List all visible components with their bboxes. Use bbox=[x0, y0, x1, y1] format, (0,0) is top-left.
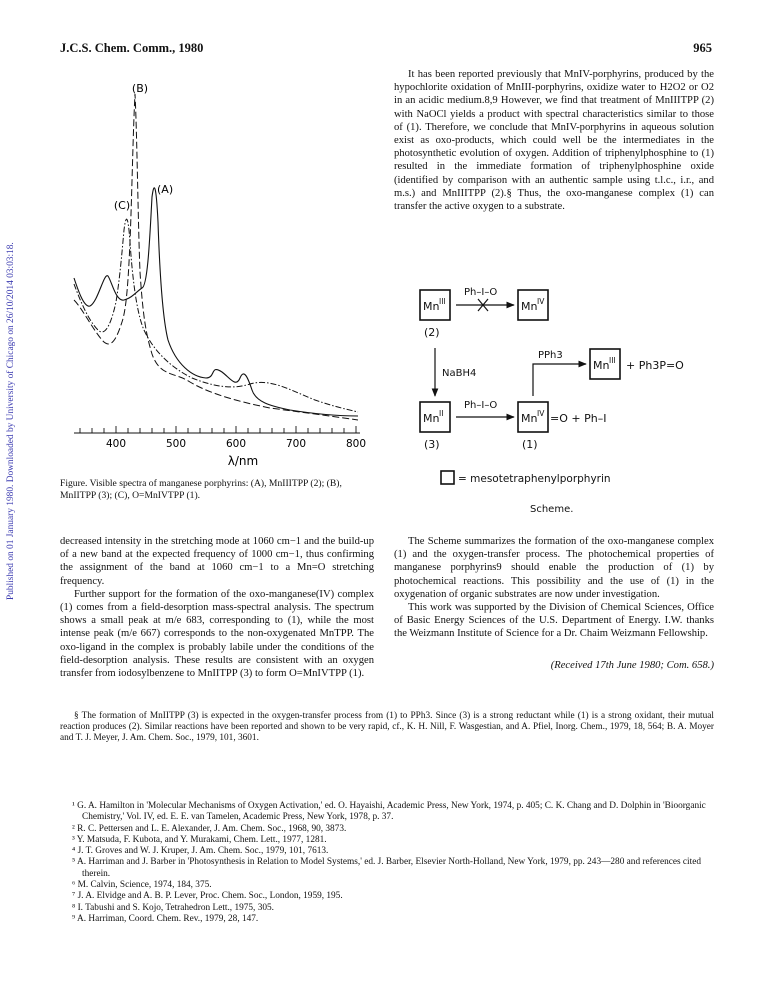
ph3po-product: + Ph3P=O bbox=[626, 359, 684, 372]
mn4-top-label: Mn bbox=[521, 300, 538, 313]
footnote: § The formation of MnIITPP (3) is expected in the oxygen-transfer process from (1) to PPh3. Since (3) is a strong reductant while (1) is a strong oxidant, their mutual reaction produces (2). Similar reactions have been reported and shown to be very rapid, cf., K. H. Nill, F. Wasgestian, and A. Pfiel, Inorg. Chem., 1979, 18, 564; B. A. Moyer and T. J. Meyer, J. Am. Chem. Soc., 1979, 101, 3601. bbox=[60, 711, 714, 744]
curve-label-a: (A) bbox=[157, 183, 174, 196]
mn4-bottom-oxidation: IV bbox=[537, 409, 545, 418]
journal-header: J.C.S. Chem. Comm., 1980 bbox=[60, 41, 204, 55]
reference-7: ⁷ J. A. Elvidge and A. B. P. Lever, Proc. Chem. Soc., London, 1959, 195. bbox=[72, 891, 343, 902]
paragraph-mass-spectra: Further support for the formation of the oxo-manganese(IV) complex (1) comes from a field-desorption mass-spectral analysis. The spectrum shows a small peak at m/e 683, corresponding to (1), while the most intense peak (m/e 667) corresponds to the non-oxygenated MnTPP. The oxo-ligand in the complex is probably labile under the conditions of the field-desorption analysis. These results are consistent with an oxygen transfer from iodosylbenzene to MnIITPP (3) to form O=MnIVTPP (1). bbox=[60, 588, 374, 680]
right-column-text bbox=[394, 535, 714, 641]
reference-8: ⁸ I. Tabushi and S. Kojo, Tetrahedron Lett., 1975, 305. bbox=[72, 902, 274, 913]
arrow-pph3 bbox=[533, 364, 586, 396]
mn4-top-oxidation: IV bbox=[537, 297, 545, 306]
page-number: 965 bbox=[693, 41, 712, 55]
pph3-label: PPh3 bbox=[538, 350, 563, 361]
paragraph-acknowledgement: This work was supported by the Division of Chemical Sciences, Office of Basic Energy Sciences of the U.S. Department of Energy. I.W. thanks the Weizmann Institute of Science for a Dr. Chaim Weizmann Fellowship. bbox=[394, 602, 714, 640]
tick-800: 800 bbox=[345, 438, 367, 450]
paragraph-scheme-summary: The Scheme summarizes the formation of the oxo-manganese complex (1) and the oxygen-transfer process. The photochemical properties of manganese porphyrins9 should enable the production of (1) by photochemical reactions. This possibility and the use of (1) in the oxygenation of organic substrates are now under investigation. bbox=[394, 536, 714, 600]
received-date: (Received 17th June 1980; Com. 658.) bbox=[550, 660, 714, 671]
curve-label-c: (C) bbox=[113, 199, 131, 212]
left-column-text bbox=[60, 535, 374, 680]
paragraph-stretching: decreased intensity in the stretching mode at 1060 cm−1 and the build-up of a new band at the expected frequency of 1000 cm−1, thus confirming the assignment of the band at 1060 cm−1 to a Mn=O stretching frequency. bbox=[60, 536, 374, 587]
reference-9: ⁹ A. Harriman, Coord. Chem. Rev., 1979, 28, 147. bbox=[72, 913, 259, 924]
mn2-label: Mn bbox=[423, 412, 440, 425]
curve-label-b: (B) bbox=[131, 82, 149, 95]
paragraph-mn4-porphyrins: It has been reported previously that MnIV-porphyrins, produced by the hypochlorite oxidation of MnIII-porphyrins, oxidize water to H2O2 or O2 in an acidic medium.8,9 However, we find that treatment of MnIIITPP (2) with NaOCl yields a product with spectral characteristics similar to those of (1). Therefore, we conclude that MnIV-porphyrins in aqueous solution exist as oxo-products, which could well be the intermediates in the photosynthetic evolution of oxygen. Addition of triphenylphosphine to (1) resulted in the immediate formation of triphenylphosphine oxide (identified by comparison with an authentic sample using t.l.c., i.r., and m.s.) and MnIIITPP (2).§ Thus, the oxo-manganese complex (1) can transfer the active oxygen to a substrate. bbox=[394, 69, 714, 213]
reagent-bottom: Ph–I–O bbox=[464, 400, 498, 411]
mn3-right-label: Mn bbox=[593, 359, 610, 372]
spectra-figure bbox=[60, 72, 370, 472]
legend-box bbox=[441, 471, 454, 484]
right-top-paragraph bbox=[394, 68, 714, 213]
figure-caption: Figure. Visible spectra of manganese porphyrins: (A), MnIIITPP (2); (B), MnIITPP (3); (C), O=MnIVTPP (1). bbox=[60, 478, 342, 501]
scheme-title: Scheme. bbox=[530, 504, 574, 515]
compound-3-label: (3) bbox=[424, 438, 440, 451]
tick-400: 400 bbox=[105, 438, 127, 450]
mn3-label: Mn bbox=[423, 300, 440, 313]
spectrum-curve-a bbox=[74, 188, 358, 416]
spectrum-curve-b bbox=[74, 94, 358, 420]
tick-700: 700 bbox=[285, 438, 307, 450]
reference-2: ² R. C. Pettersen and L. E. Alexander, J. Am. Chem. Soc., 1968, 90, 3873. bbox=[72, 823, 347, 834]
legend-text: = mesotetraphenylporphyrin bbox=[458, 473, 611, 485]
mn3-right-oxidation: III bbox=[609, 356, 616, 365]
tick-500: 500 bbox=[165, 438, 187, 450]
reference-6: ⁶ M. Calvin, Science, 1974, 184, 375. bbox=[72, 880, 212, 891]
x-axis-label: λ/nm bbox=[227, 454, 259, 468]
tick-600: 600 bbox=[225, 438, 247, 450]
references-list bbox=[72, 801, 714, 925]
reaction-scheme bbox=[414, 278, 724, 518]
reference-4: ⁴ J. T. Groves and W. J. Kruper, J. Am. Chem. Soc., 1979, 101, 7613. bbox=[72, 846, 329, 857]
reagent-top: Ph–I–O bbox=[464, 287, 498, 298]
mn2-oxidation: II bbox=[439, 409, 444, 418]
reference-1: ¹ G. A. Hamilton in 'Molecular Mechanisms of Oxygen Activation,' ed. O. Hayaishi, Academic Press, New York, 1974, p. 405; C. K. Chang and D. Dolphin in 'Bioorganic Chemistry,' Vol. IV, ed. E. E. van Tamelen, Academic Press, New York, 1978, p. 37. bbox=[72, 801, 706, 823]
reference-5: ⁵ A. Harriman and J. Barber in 'Photosynthesis in Relation to Model Systems,' ed. J. Barber, Elsevier North-Holland, New York, 1979, pp. 243—280 and references cited therein. bbox=[72, 857, 702, 879]
nabh4-label: NaBH4 bbox=[442, 368, 477, 379]
mn3-oxidation: III bbox=[439, 297, 446, 306]
compound-1-label: (1) bbox=[522, 438, 538, 451]
compound-2-label: (2) bbox=[424, 326, 440, 339]
reference-3: ³ Y. Matsuda, F. Kubota, and Y. Murakami, Chem. Lett., 1977, 1281. bbox=[72, 834, 327, 845]
oxo-product-text: =O + Ph–I bbox=[550, 412, 607, 425]
mn4-bottom-label: Mn bbox=[521, 412, 538, 425]
spectrum-curve-c bbox=[74, 219, 358, 412]
download-watermark: Published on 01 January 1980. Downloaded by University of Chicago on 26/10/2014 03:03:18. bbox=[6, 242, 16, 600]
